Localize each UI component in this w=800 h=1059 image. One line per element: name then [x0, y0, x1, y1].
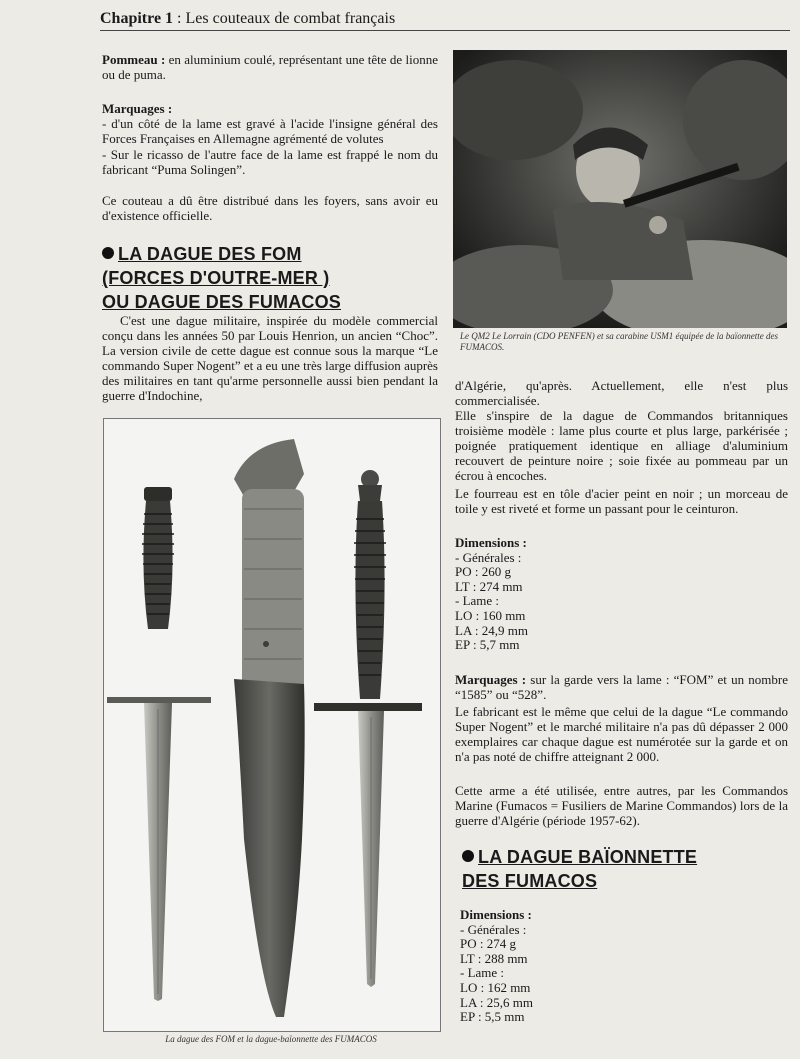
fabricant-paragraph: Le fabricant est le même que celui de la dague “Le commando Super Nogent” et le marché militaire n'a pas dû dépasser 2 000 exemplaires car chaque dague est numérotée sur la garde et on n'a pas noté de chiffre atteignant 2 000.: [455, 704, 788, 764]
fom-dagger: [107, 487, 211, 1001]
dim-item: EP : 5,5 mm: [460, 1009, 525, 1025]
chapter-title: : Les couteaux de combat français: [173, 10, 396, 27]
soldier-photo-image: [453, 50, 787, 328]
bullet-icon: [102, 247, 114, 259]
pommeau-label: Pommeau :: [102, 52, 166, 67]
usage-paragraph: Cette arme a été utilisée, entre autres, par les Commandos Marine (Fumacos = Fusiliers de Marine Commandos) lors de la guerre d'Algérie (période 1957-62).: [455, 783, 788, 828]
section-title-line-2: DES FUMACOS: [462, 871, 598, 891]
sheath: [234, 439, 305, 1017]
dim-item: - Lame :: [460, 965, 505, 981]
bullet-icon: [462, 850, 474, 862]
fom-marquages-paragraph: [455, 672, 788, 702]
dim-item: EP : 5,7 mm: [455, 637, 520, 653]
marquages-line-2: - Sur le ricasso de l'autre face de la lame est frappé le nom du fabricant “Puma Solingen”.: [102, 147, 438, 177]
chapter-header: [100, 10, 790, 31]
continuation-paragraph: d'Algérie, qu'après. Actuellement, elle n'est plus commercialisée.: [455, 378, 788, 408]
dim-item: PO : 274 g: [460, 936, 516, 952]
pommeau-paragraph: [102, 52, 438, 82]
baionnette-dagger: [314, 470, 422, 987]
inspiration-paragraph: Elle s'inspire de la dague de Commandos britanniques troisième modèle : lame plus courte et plus large, parkérisée ; poignée pratiquement identique en alliage d'aluminium recouvert de peinture noire ; soie fixée au pommeau par un écrou à encoches.: [455, 408, 788, 483]
section-title-line-3: OU DAGUE DES FUMACOS: [102, 292, 342, 312]
soldier-photo: [453, 50, 787, 328]
marquages-text: sur la garde vers la lame : “FOM” et un nombre “1585” ou “528”.: [455, 672, 788, 702]
dim-item: - Générales :: [455, 549, 522, 565]
dim-item: LO : 160 mm: [455, 607, 526, 623]
marquages-label: Marquages :: [455, 672, 527, 687]
baionnette-dimensions: [460, 908, 660, 1025]
dim-item: LA : 24,9 mm: [455, 622, 528, 638]
pommeau-text: en aluminium coulé, représentant une tête de lionne ou de puma.: [102, 52, 438, 82]
dim-item: - Lame :: [455, 593, 500, 609]
knives-photo: [103, 418, 441, 1032]
section-title-line-1: LA DAGUE BAÏONNETTE: [478, 847, 698, 867]
section-title-fom: [102, 242, 442, 314]
dimensions-label: Dimensions :: [455, 535, 527, 550]
section-title-line-1: LA DAGUE DES FOM: [118, 244, 302, 264]
fom-dimensions: [455, 536, 655, 653]
dim-item: LT : 288 mm: [460, 950, 528, 966]
dim-item: LA : 25,6 mm: [460, 994, 533, 1010]
distribution-paragraph: Ce couteau a dû être distribué dans les foyers, sans avoir eu d'existence officielle.: [102, 193, 438, 223]
marquages-line-1: - d'un côté de la lame est gravé à l'acide l'insigne général des Forces Françaises en Allemagne agrémenté de volutes: [102, 116, 438, 146]
dimensions-label: Dimensions :: [460, 907, 532, 922]
dim-item: LT : 274 mm: [455, 578, 523, 594]
section-title-baionnette: [462, 845, 792, 893]
dim-item: - Générales :: [460, 921, 527, 937]
dim-item: LO : 162 mm: [460, 979, 531, 995]
fom-intro-paragraph: C'est une dague militaire, inspirée du modèle commercial conçu dans les années 50 par Louis Henrion, un ancien “Choc”. La version civile de cette dague est connue sous la marque “Le commando Super Nogent” et a eu une très large diffusion auprès des militaires en tant qu'arme personnelle aussi bien pendant la guerre d'Indochine,: [102, 313, 438, 403]
chapter-label: Chapitre 1: [100, 10, 174, 27]
soldier-photo-caption: Le QM2 Le Lorrain (CDO PENFEN) et sa carabine USM1 équipée de la baïonnette des FUMACOS.: [460, 331, 778, 352]
dim-item: PO : 260 g: [455, 564, 511, 580]
section-title-line-2: (FORCES D'OUTRE-MER ): [102, 268, 330, 288]
knives-photo-image: [104, 419, 440, 1031]
marquages-label: Marquages :: [102, 101, 173, 116]
fourreau-paragraph: Le fourreau est en tôle d'acier peint en noir ; un morceau de toile y est riveté et forme un passant pour le ceinturon.: [455, 486, 788, 516]
knives-photo-caption: La dague des FOM et la dague-baïonnette des FUMACOS: [165, 1034, 377, 1044]
